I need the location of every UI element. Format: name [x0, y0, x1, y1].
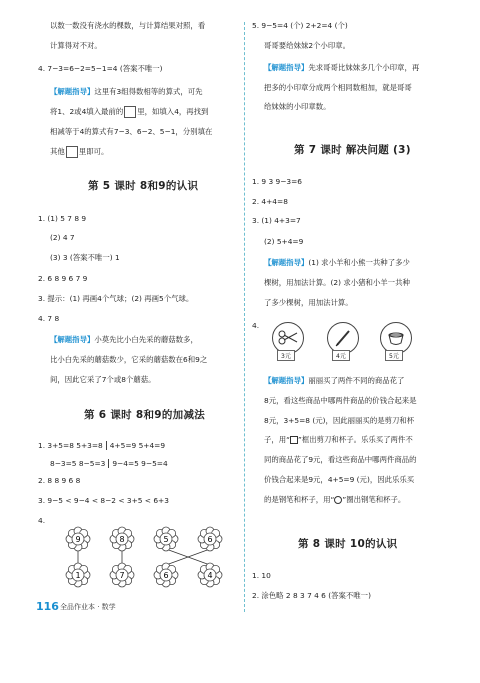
answer-line: 哥哥要给妹妹2个小印章。	[264, 41, 351, 50]
price-tag: 5元	[385, 350, 403, 361]
separator	[106, 441, 107, 450]
scissors-icon	[273, 323, 303, 353]
hint-text: ”框出剪刀和杯子。乐乐买了两件不	[298, 435, 413, 444]
hint-text: 小莫先比小白先采的蘑菇数多，	[94, 335, 198, 344]
flower-bottom	[66, 563, 90, 587]
hint-tag: 【解题指导】	[264, 63, 309, 72]
flower-bottom	[110, 563, 134, 587]
hint-text: 的是钢笔和杯子，用“	[264, 495, 335, 504]
hint-text: 先求哥哥比妹妹多几个小印章，再	[308, 63, 420, 72]
flower-number: 6	[207, 535, 213, 544]
flower-number: 4	[207, 571, 213, 580]
flower-top	[66, 527, 90, 551]
flower-number: 7	[119, 571, 125, 580]
answer-line: (2) 4 7	[50, 233, 75, 242]
answer-line	[38, 440, 165, 451]
flower-matching-diagram	[56, 525, 236, 589]
pen-icon	[328, 323, 358, 353]
answer-line: 5. 9−5=4 (个) 2+2=4 (个)	[252, 21, 348, 30]
hint-text: 丽丽买了两件不同的商品花了	[308, 376, 405, 385]
answer-line: 1. 10	[252, 571, 271, 580]
square-symbol	[290, 436, 298, 444]
hint-tag: 【解题指导】	[264, 258, 309, 267]
flower-number: 9	[75, 535, 81, 544]
answer-line: 4.	[38, 516, 46, 525]
hint-line	[38, 334, 198, 345]
hint-line: 同的商品花了9元，看这些商品中哪两件商品的	[264, 455, 417, 464]
section-title-7: 第 7 课时 解决问题 (3)	[294, 144, 411, 156]
answer-line: 4.	[252, 321, 260, 330]
price-tag: 4元	[332, 350, 350, 361]
section-title-8: 第 8 课时 10的认识	[298, 538, 398, 550]
cup-icon	[381, 323, 411, 353]
hint-line: 8元，3+5=8 (元)，因此丽丽买的是剪刀和杯	[264, 416, 415, 425]
flower-number: 5	[163, 535, 169, 544]
blank-box	[66, 146, 78, 158]
hint-line	[38, 86, 203, 97]
hint-text: ”圈出钢笔和杯子。	[342, 495, 406, 504]
hint-line: 了多少棵树，用加法计算。	[264, 298, 353, 307]
flower-top	[154, 527, 178, 551]
answer-line: 4. 7 8	[38, 314, 60, 323]
page-number: 116	[36, 600, 59, 613]
hint-text: 子，用“	[264, 435, 291, 444]
flower-number: 8	[119, 535, 125, 544]
eq-group: 4+5=9 5+4=9	[109, 441, 166, 450]
hint-text: 其他	[50, 147, 65, 156]
answer-line: 2. 涂色略 2 8 3 7 4 6 (答案不唯一)	[252, 591, 371, 600]
price-tag: 3元	[277, 350, 295, 361]
hint-text: 将1、2或4填入最前的	[50, 107, 124, 116]
answer-line: 1. (1) 5 7 8 9	[38, 214, 87, 223]
answer-line: 3. 9−5 < 9−4 < 8−2 < 3+5 < 6+3	[38, 496, 169, 505]
answer-line: 3. (1) 4+3=7	[252, 216, 301, 225]
hint-line	[252, 434, 413, 445]
flower-bottom	[154, 563, 178, 587]
hint-line: 棵树，用加法计算。(2) 求小猪和小羊一共种	[264, 278, 410, 287]
section-title-5: 第 5 课时 8和9的认识	[88, 180, 199, 192]
column-divider	[244, 22, 245, 612]
hint-text: 里，如填入4，再找到	[137, 107, 209, 116]
hint-tag: 【解题指导】	[50, 87, 95, 96]
hint-line: 比小白先采的蘑菇数少，它采的蘑菇数在6和9之	[50, 355, 208, 364]
text-line: 以数一数没有浇水的棵数，与计算结果对照，看	[50, 21, 206, 30]
section-title-6: 第 6 课时 8和9的加减法	[84, 409, 206, 421]
hint-line: 相减等于4的算式有7−3、6−2、5−1，分别填在	[50, 127, 213, 136]
hint-line	[252, 62, 419, 73]
flower-top	[198, 527, 222, 551]
flower-top	[110, 527, 134, 551]
hint-line: 把多的小印章分成两个相同数相加，就是哥哥	[264, 83, 412, 92]
hint-tag: 【解题指导】	[50, 335, 95, 344]
flower-number: 6	[163, 571, 169, 580]
hint-line: 价钱合起来是9元，4+5=9 (元)，因此乐乐买	[264, 475, 415, 484]
answer-line: 3. 提示：(1) 再画4个气球；(2) 再画5个气球。	[38, 294, 194, 303]
hint-tag: 【解题指导】	[264, 376, 309, 385]
answer-line: (3) 3 (答案不唯一) 1	[50, 253, 120, 262]
separator	[108, 459, 109, 468]
hint-line: 8元，看这些商品中哪两件商品的价钱合起来是	[264, 396, 417, 405]
hint-line	[38, 106, 208, 118]
answer-line: 2. 4+4=8	[252, 197, 288, 206]
book-title: 全品作业本 · 数学	[60, 603, 116, 611]
hint-line: 间，因此它采了7个或8个蘑菇。	[50, 375, 156, 384]
hint-line	[252, 257, 410, 268]
flower-bottom	[198, 563, 222, 587]
hint-text: 这里有3组得数相等的算式，可先	[94, 87, 203, 96]
answer-line: 2. 6 8 9 6 7 9	[38, 274, 88, 283]
eq-group: 8−3=5 8−5=3	[50, 459, 106, 468]
hint-line	[38, 146, 108, 158]
hint-line	[252, 375, 404, 386]
answer-4: 4. 7−3=6−2=5−1=4 (答案不唯一)	[38, 64, 163, 73]
hint-line: 给妹妹的小印章数。	[264, 102, 331, 111]
eq-group: 9−4=5 9−5=4	[112, 459, 168, 468]
hint-text: (1) 求小羊和小熊一共种了多少	[308, 258, 410, 267]
answer-line: (2) 5+4=9	[264, 237, 304, 246]
flower-number: 1	[75, 571, 81, 580]
answer-line: 1. 9 3 9−3=6	[252, 177, 302, 186]
text-line: 计算得对不对。	[50, 41, 102, 50]
hint-line	[252, 494, 405, 505]
eq-group: 1. 3+5=8 5+3=8	[38, 441, 103, 450]
answer-line: 2. 8 8 9 6 8	[38, 476, 81, 485]
answer-line	[38, 458, 168, 469]
hint-text: 里即可。	[78, 147, 109, 156]
blank-box	[124, 106, 136, 118]
